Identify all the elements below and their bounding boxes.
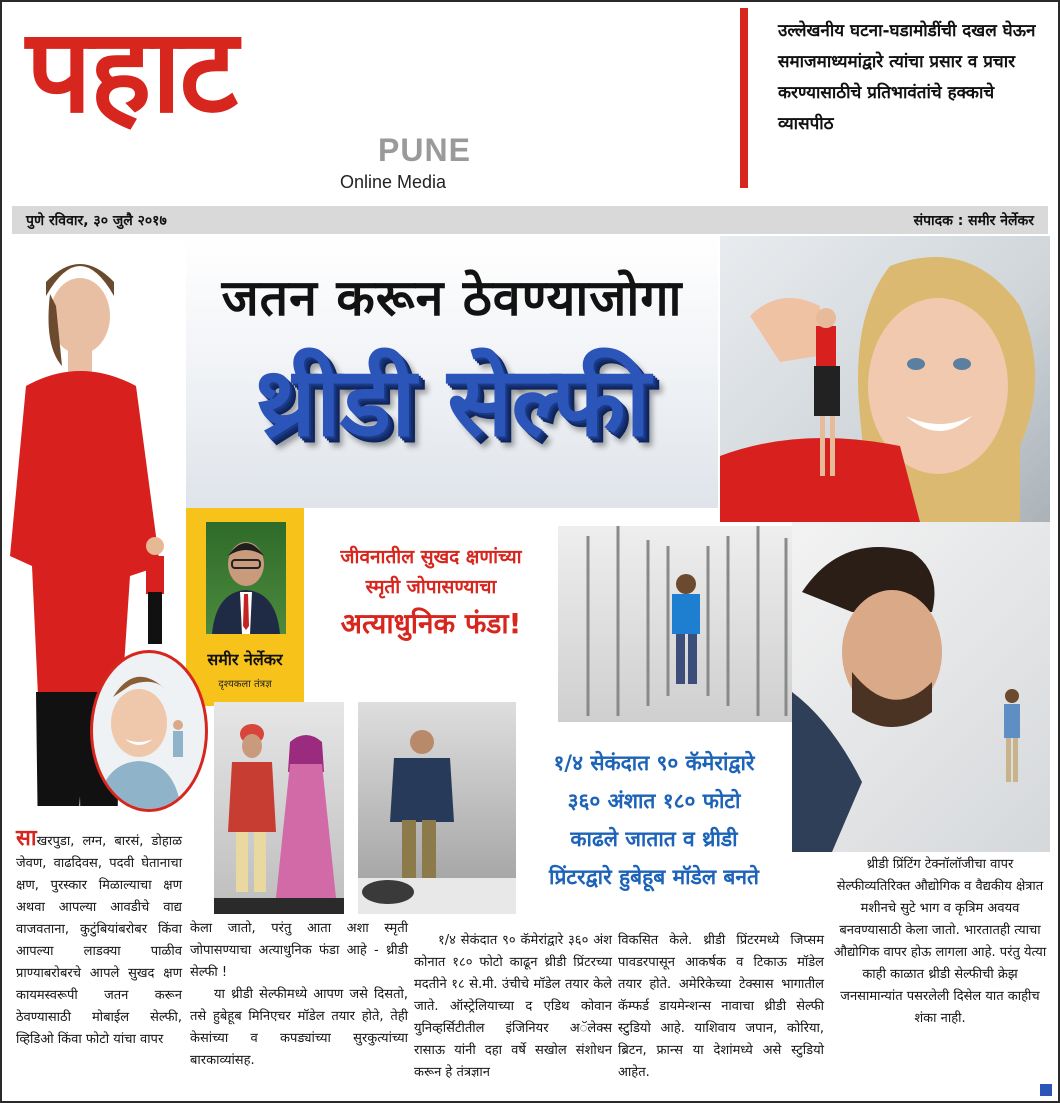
photo-couple-figurines — [214, 702, 344, 914]
masthead-city: PUNE — [378, 132, 471, 168]
article-column-3 — [414, 930, 612, 1084]
article-column-4 — [618, 930, 824, 1084]
date-bar — [12, 206, 1048, 234]
article-column-5 — [832, 854, 1048, 1030]
headline-title: थ्रीडी सेल्फी — [254, 346, 650, 458]
photo-woman-with-mini-model — [720, 236, 1050, 522]
article-col2-p1: केला जातो, परंतु आता अशा स्मृती जोपासण्याचा अत्याधुनिक फंडा आहे - थ्रीडी सेल्फी ! — [190, 921, 408, 980]
masthead-media: Online Media — [340, 172, 447, 192]
masthead-logo: पहाट — [26, 4, 236, 139]
article-col4-text: विकसित केले. थ्रीडी प्रिंटरमध्ये जिप्सम पावडरपासून आकर्षक व टिकाऊ मॉडेल तयार होते. अमेरिकेच्या टेक्सास भागातील कॅम्फर्ड डायमेन्शन्स नावाचा थ्रीडी सेल्फी स्टुडियो आहे. याशिवाय जपान, कोरिया, ब्रिटन, फ्रान्स या देशांमध्ये असे स्टुडियो आहेत. — [618, 933, 824, 1080]
photo-man-figurine — [358, 702, 516, 914]
callout-line-2: ३६० अंशात १८० फोटो — [567, 789, 741, 813]
corner-mark — [1040, 1084, 1052, 1096]
callout-line-4: प्रिंटरद्वारे हुबेहूब मॉडेल बनते — [549, 865, 759, 889]
callout-line-1: १/४ सेकंदात ९० कॅमेरांद्वारे — [553, 751, 755, 775]
subhead-line-2: स्मृती जोपासण्याचा — [365, 576, 497, 598]
drop-cap: सा — [16, 826, 37, 851]
headline-banner — [186, 236, 718, 508]
editor-credit: संपादक : समीर नेर्लेकर — [913, 212, 1034, 229]
masthead-tagline: उल्लेखनीय घटना-घडामोडींची दखल घेऊन समाजमाध्यमांद्वारे त्यांचा प्रसार व प्रचार करण्यासाठीचे प्रतिभावंतांचे हक्काचे व्यासपीठ — [778, 21, 1036, 134]
author-role: दृश्यकला तंत्रज्ञ — [218, 679, 272, 690]
author-photo — [206, 522, 286, 634]
author-box — [186, 508, 304, 706]
photo-man-viewing-figurine — [792, 522, 1050, 852]
issue-date: पुणे रविवार, ३० जुलै २०१७ — [26, 212, 167, 229]
subhead-line-1: जीवनातील सुखद क्षणांच्या — [340, 546, 522, 568]
article-col2-p2: या थ्रीडी सेल्फीमध्ये आपण जसे दिसतो, तसे हुबेहूब मिनिएचर मॉडेल तयार होते, तेही केसांच्या व कपड्यांच्या सुरकुत्यांच्या बारकाव्यांसह. — [190, 987, 408, 1068]
subhead — [306, 542, 556, 646]
photo-camera-rig-studio — [558, 526, 808, 722]
stats-callout — [516, 722, 792, 918]
subhead-line-3: अत्याधुनिक फंडा! — [340, 607, 522, 640]
callout-line-3: काढले जातात व थ्रीडी — [570, 827, 738, 851]
article-col3-text: १/४ सेकंदात ९० कॅमेरांद्वारे ३६० अंश कोनात १८० फोटो काढून थ्रीडी प्रिंटरच्या मदतीने १८ से.मी. उंचीचे मॉडेल तयार केले जाते. ऑस्ट्रेलियाच्या द एडिथ कोवान युनिव्हर्सिटीतील इंजिनियर अॅलेक्स रासाऊ यांनी दहा वर्षे सखोल संशोधन करून हे तंत्रज्ञान — [414, 933, 612, 1080]
article-column-2 — [190, 918, 408, 1072]
article-col1-text: खरपुडा, लग्न, बारसं, डोहाळ जेवण, वाढदिवस, पदवी घेतानाचा क्षण, पुरस्कार मिळाल्याचा क्षण अथवा आपल्या आवडीचे वाद्य वाजवताना, कुटुंबियांबरोबर किंवा आपल्या लाडक्या पाळीव प्राण्याबरोबरचे आपले सुखद क्षण कायमस्वरूपी जतन करून ठेवण्यासाठी मोबाईल सेल्फी, व्हिडिओ किंवा फोटो यांचा वापर — [16, 834, 182, 1047]
article-column-1 — [16, 828, 182, 1051]
photo-young-man-inset — [90, 650, 208, 812]
masthead-divider — [740, 8, 748, 188]
author-name: समीर नेर्लेकर — [207, 650, 283, 669]
article-col5-text: थ्रीडी प्रिंटिंग टेक्नॉलॉजीचा वापर सेल्फीव्यतिरिक्त औद्योगिक व वैद्यकीय क्षेत्रात मशीनचे सुटे भाग व कृत्रिम अवयव बनवण्यासाठी केला जातो. भारतातही त्याचा औद्योगिक वापर होऊ लागला आहे. परंतु येत्या काही काळात थ्रीडी सेल्फीची क्रेझ जनसामान्यांत पसरलेली दिसेल यात काहीच शंका नाही. — [833, 857, 1047, 1026]
headline-kicker: जतन करून ठेवण्याजोगा — [221, 269, 683, 327]
